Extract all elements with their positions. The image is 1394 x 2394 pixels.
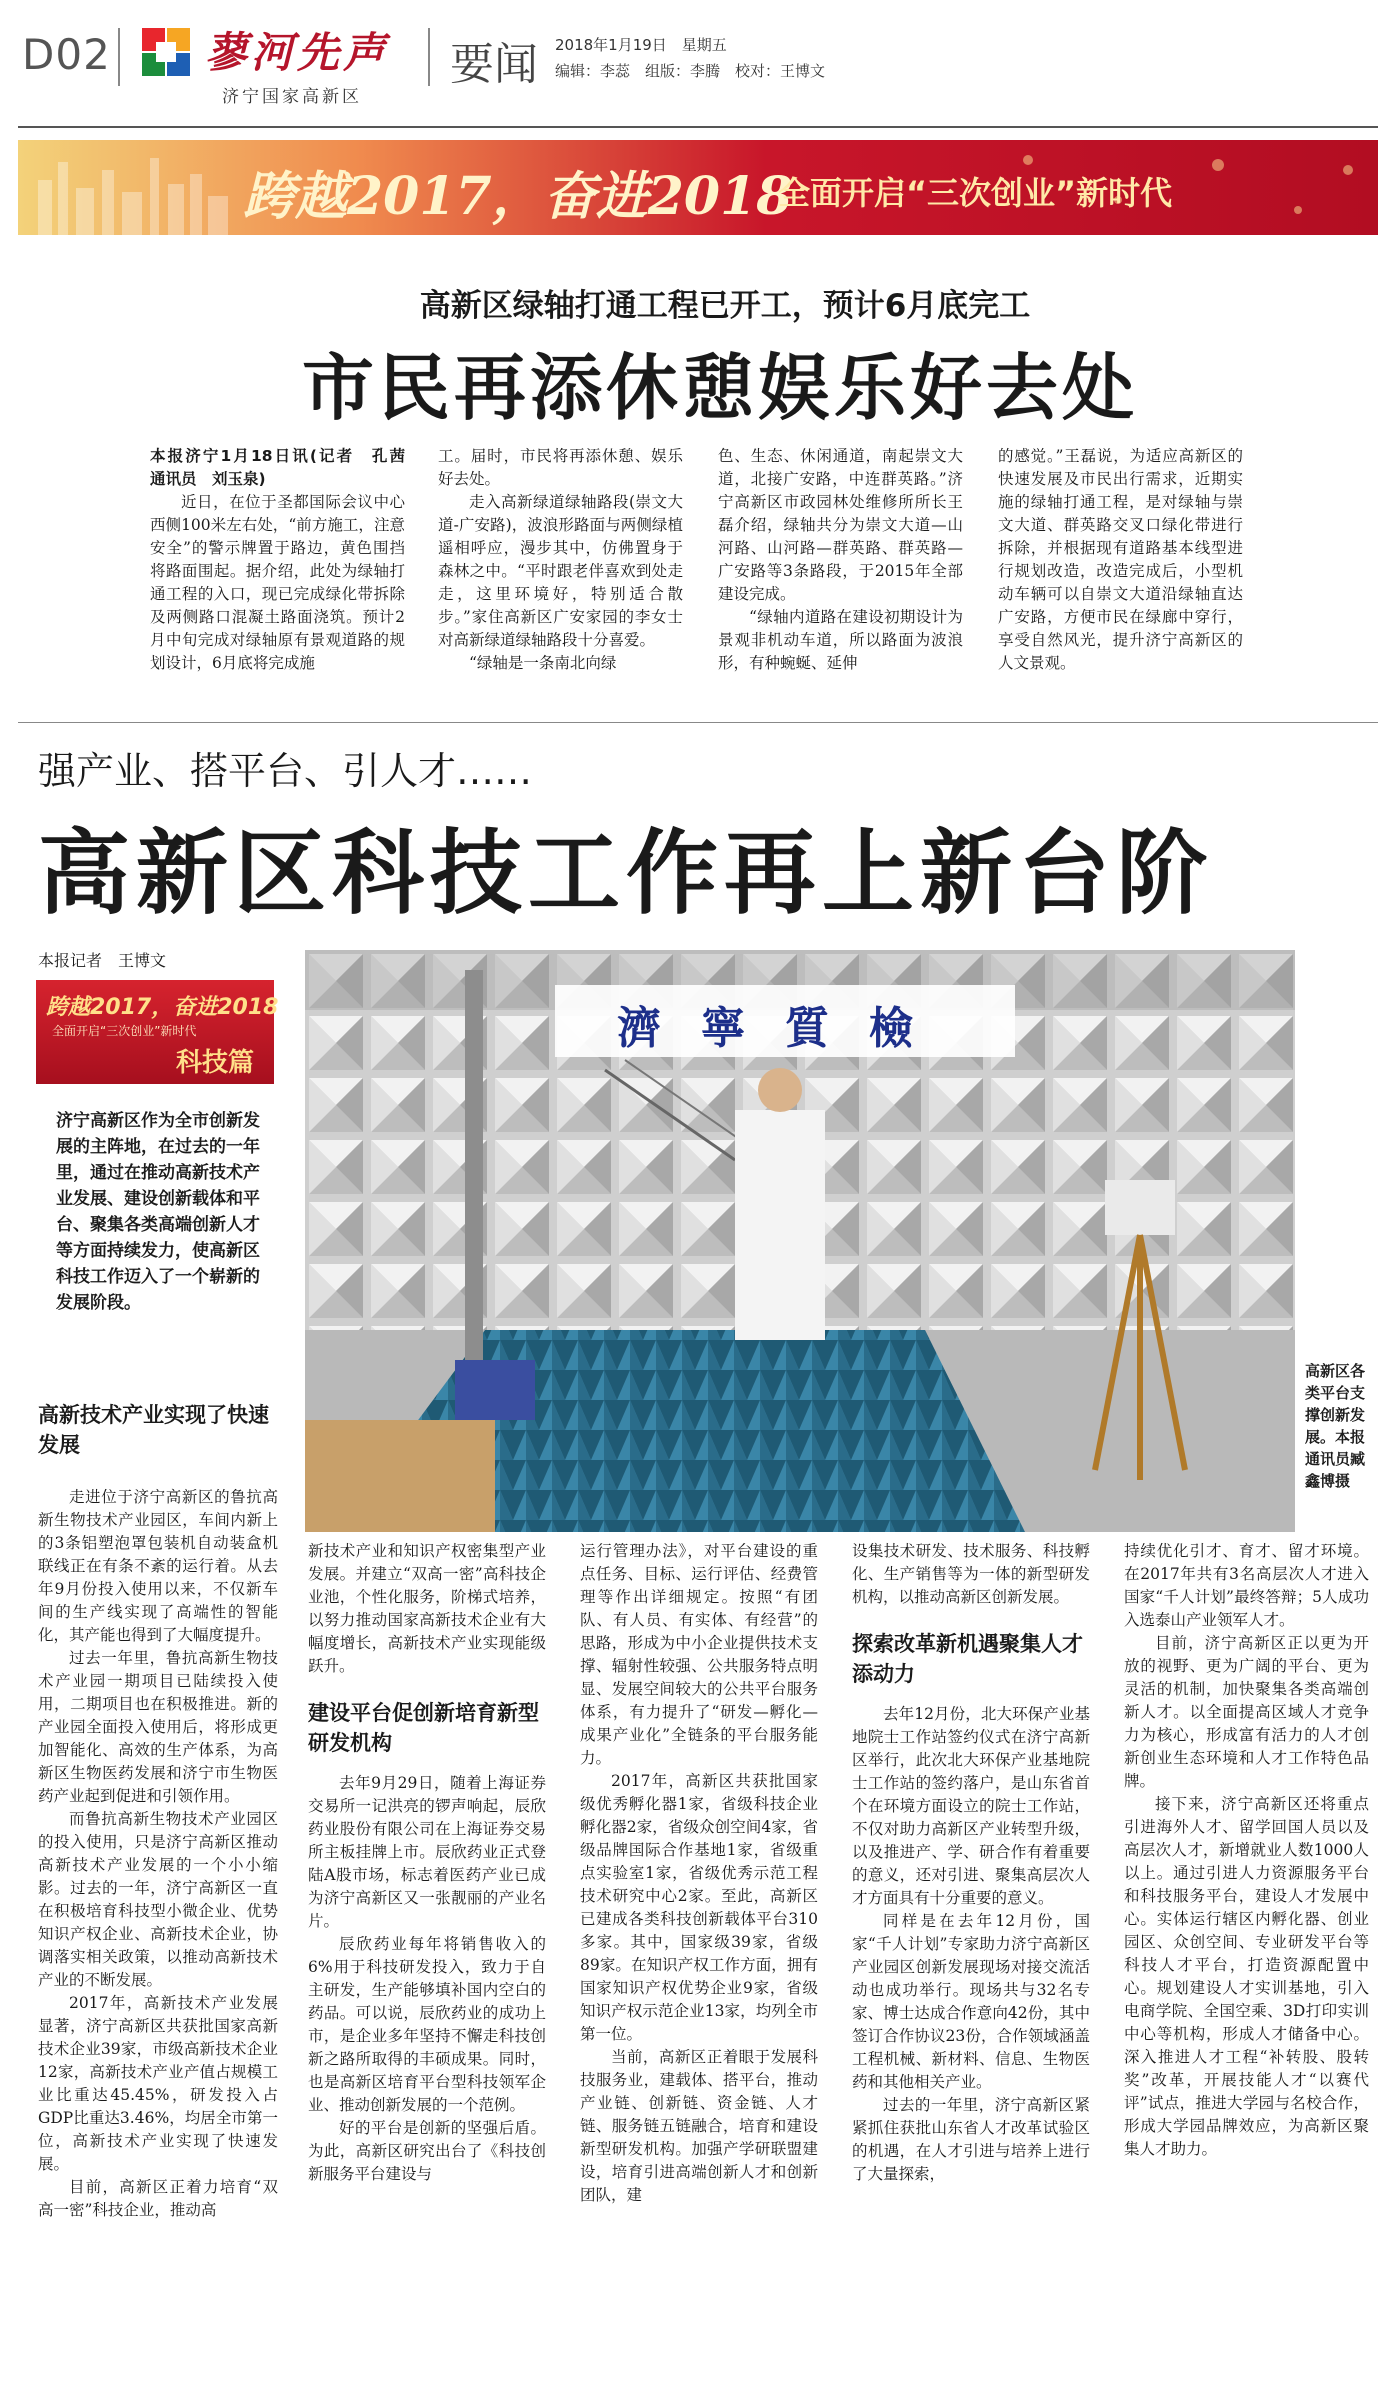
lab-signage: 濟寧質檢 (617, 1003, 953, 1054)
brand-subtitle: 济宁国家高新区 (222, 87, 362, 107)
article2-column-4 (852, 1540, 1090, 2186)
article2-paragraph: 运行管理办法》，对平台建设的重点任务、目标、运行评估、经费管理等作出详细规定。按照“有团队、有人员、有实体、有经营”的思路，形成为中小企业提供技术支撑、辐射性较强、公共服务特点明显、发展空间较大的公共平台服务体系，有力提升了“研发—孵化—成果产业化”全链条的平台服务能力。 (580, 1542, 818, 1767)
article2-title: 高新区科技工作再上新台阶 (38, 820, 1215, 927)
article2-paragraph: 设集技术研发、技术服务、科技孵化、生产销售等为一体的新型研发机构，以推动高新区创新发展。 (852, 1542, 1090, 1606)
divider (428, 28, 430, 86)
article2-column-1 (38, 1400, 278, 2222)
article2-paragraph: 过去的一年里，济宁高新区紧紧抓住获批山东省人才改革试验区的机遇，在人才引进与培养上进行了大量探索， (852, 2096, 1090, 2183)
masthead-rule (18, 126, 1378, 128)
article2-kicker: 强产业、搭平台、引人才…… (38, 749, 533, 793)
lab-photo (305, 950, 1295, 1532)
article1-paragraph: 工。届时，市民将再添休憩、娱乐好去处。 (438, 447, 683, 488)
article2-paragraph: 当前，高新区正着眼于发展科技服务业，建载体、搭平台，推动产业链、创新链、资金链、人才链、服务链五链融合，培育和建设新型研发机构。加强产学研联盟建设，培育引进高端创新人才和创新团队，建 (580, 2048, 818, 2204)
article1-column-4 (998, 445, 1243, 675)
badge-tag: 科技篇 (176, 1048, 255, 1078)
article1-paragraph: 色、生态、休闲通道，南起崇文大道，北接广安路，中连群英路。”济宁高新区市政园林处维修所所长王磊介绍，绿轴共分为崇文大道—山河路、山河路—群英路、群英路—广安路等3条路段，于2015年全部建设完成。 (718, 447, 963, 603)
article2-paragraph: 去年9月29日，随着上海证券交易所一记洪亮的锣声响起，辰欣药业股份有限公司在上海证券交易所主板挂牌上市。辰欣药业正式登陆A股市场，标志着医药产业已成为济宁高新区又一张靓丽的产业名片。 (308, 1774, 546, 1930)
article2-byline: 本报记者 王博文 (38, 951, 167, 970)
article2-paragraph: 目前，高新区正着力培育“双高一密”科技企业，推动高 (38, 2178, 278, 2219)
article2-paragraph: 同样是在去年12月份，国家“千人计划”专家助力济宁高新区产业园区创新发展现场对接交流活动也成功举行。现场共与32名专家、博士达成合作意向42份，其中签订合作协议23份，合作领域涵盖工程机械、新材料、信息、生物医药和其他相关产业。 (852, 1912, 1090, 2091)
article2-paragraph: 持续优化引才、育才、留才环境。在2017年共有3名高层次人才进入国家“千人计划”最终答辩；5人成功入选泰山产业领军人才。 (1124, 1542, 1369, 1629)
newspaper-logo-icon (140, 26, 192, 78)
article1-subtitle: 高新区绿轴打通工程已开工，预计6月底完工 (419, 288, 1031, 324)
article2-paragraph: 新技术产业和知识产权密集型产业发展。并建立“双高一密”高科技企业池，个性化服务，阶梯式培养，以努力推动国家高新技术企业有大幅度增长，高新技术产业实现能级跃升。 (308, 1542, 546, 1675)
article1-paragraph: “绿轴是一条南北向绿 (469, 654, 617, 672)
article2-paragraph: 去年12月份，北大环保产业基地院士工作站签约仪式在济宁高新区举行，此次北大环保产业基地院士工作站的签约落户，是山东省首个在环境方面设立的院士工作站，不仅对助力高新区产业转型升级，以及推进产、学、研合作有着重要的意义，还对引进、聚集高层次人才方面具有十分重要的意义。 (852, 1705, 1090, 1907)
article2-paragraph: 而鲁抗高新生物技术产业园区的投入使用，只是济宁高新区推动高新技术产业发展的一个小小缩影。过去的一年，济宁高新区一直在积极培育科技型小微企业、优势知识产权企业、高新技术企业，协调落实相关政策，以推动高新技术产业的不断发展。 (38, 1810, 278, 1989)
article1-column-1 (150, 445, 421, 675)
article2-paragraph: 2017年，高新技术产业发展显著，济宁高新区共获批国家高新技术企业39家，市级高新技术企业12家，高新技术产业产值占规模工业比重达45.45%，研发投入占GDP比重达3.46%，均居全市第一位，高新技术产业实现了快速发展。 (38, 1994, 278, 2173)
brand-title: 蓼河先声 (205, 28, 390, 77)
article1-column-2 (438, 445, 683, 675)
article1-lead: 本报济宁1月18日讯(记者 孔茜 通讯员 刘玉泉) (150, 447, 421, 488)
photo-caption: 高新区各类平台支撑创新发展。本报通讯员臧鑫博摄 (1305, 1362, 1366, 1490)
article1-paragraph: 的感觉。”王磊说，为适应高新区的快速发展及市民出行需求，近期实施的绿轴打通工程，是对绿轴与崇文大道、群英路交叉口绿化带进行拆除，并根据现有道路基本线型进行规划改造，改造完成后，小型机动车辆可以自崇文大道沿绿轴直达广安路，方便市民在绿廊中穿行，享受自然风光，提升济宁高新区的人文景观。 (998, 447, 1243, 672)
staff-line: 编辑：李蕊 组版：李腾 校对：王博文 (555, 62, 826, 80)
page-number: D02 (22, 30, 111, 79)
section-heading: 探索改革新机遇聚集人才添动力 (852, 1632, 1083, 1686)
article1-title: 市民再添休憩娱乐好去处 (301, 346, 1138, 430)
article1-paragraph: 走入高新绿道绿轴路段(崇文大道-广安路)，波浪形路面与两侧绿植遥相呼应，漫步其中，仿佛置身于森林之中。“平时跟老伴喜欢到处走走，这里环境好，特别适合散步。”家住高新区广安家园的李女士对高新绿道绿轴路段十分喜爱。 (438, 493, 683, 649)
article2-paragraph: 走进位于济宁高新区的鲁抗高新生物技术产业园区，车间内新上的3条铝塑泡罩包装机自动装盒机联线正在有条不紊的运行着。从去年9月份投入使用以来，不仅新车间的生产线实现了高端性的智能化，其产能也得到了大幅度提升。 (38, 1488, 278, 1644)
article1-paragraph: 近日，在位于圣都国际会议中心西侧100米左右处，“前方施工，注意安全”的警示牌置于路边，黄色围挡将路面围起。据介绍，此处为绿轴打通工程的入口，现已完成绿化带拆除及两侧路口混凝土路面浇筑。预计2月中旬完成对绿轴原有景观道路的规划设计，6月底将完成施 (150, 493, 405, 672)
banner (18, 140, 1378, 235)
section-heading: 高新技术产业实现了快速发展 (38, 1403, 269, 1457)
banner-slogan: 跨越2017，奋进2018 (243, 166, 793, 227)
section-title: 要闻 (450, 39, 538, 90)
divider (118, 28, 120, 86)
article2-paragraph: 好的平台是创新的坚强后盾。为此，高新区研究出台了《科技创新服务平台建设与 (308, 2119, 546, 2183)
section-heading: 建设平台促创新培育新型研发机构 (308, 1701, 539, 1755)
article2-paragraph: 接下来，济宁高新区还将重点引进海外人才、留学回国人员以及高层次人才，新增就业人数1000人以上。通过引进人力资源服务平台和科技服务平台，建设人才发展中心。实体运行辖区内孵化器、创业园区、众创空间、专业研发平台等科技人才平台，打造资源配置中心。规划建设人才实训基地，引入电商学院、全国空乘、3D打印实训中心等机构，形成人才储备中心。深入推进人才工程“补转股、股转奖”改革，开展技能人才“以赛代评”试点，推进大学园与名校合作，形成大学园品牌效应，为高新区聚集人才助力。 (1124, 1795, 1369, 2158)
article2-paragraph: 辰欣药业每年将销售收入的6%用于科技研发投入，致力于自主研发，生产能够填补国内空白的药品。可以说，辰欣药业的成功上市，是企业多年坚持不懈走科技创新之路所取得的丰硕成果。同时，也是高新区培育平台型科技领军企业、推动创新发展的一个范例。 (308, 1935, 546, 2114)
article2-intro: 济宁高新区作为全市创新发展的主阵地，在过去的一年里，通过在推动高新技术产业发展、建设创新载体和平台、聚集各类高端创新人才等方面持续发力，使高新区科技工作迈入了一个崭新的发展阶段。 (56, 1111, 260, 1313)
badge-subslogan: 全面开启“三次创业”新时代 (52, 1024, 197, 1038)
article1-column-3 (718, 445, 963, 675)
date-line: 2018年1月19日 星期五 (555, 36, 727, 54)
article-divider (18, 722, 1378, 723)
article2-column-5 (1124, 1540, 1369, 2161)
article2-paragraph: 过去一年里，鲁抗高新生物技术产业园一期项目已陆续投入使用，二期项目也在积极推进。新的产业园全面投入使用后，将形成更加智能化、高效的生产体系，为高新区生物医药发展和济宁市生物医药产业起到促进和引领作用。 (38, 1649, 278, 1805)
banner-subslogan: 全面开启“三次创业”新时代 (778, 174, 1173, 212)
badge-slogan: 跨越2017，奋进2018 (46, 995, 279, 1020)
series-badge (36, 980, 279, 1084)
article2-paragraph: 2017年，高新区共获批国家级优秀孵化器1家，省级科技企业孵化器2家，省级众创空间4家，省级品牌国际合作基地1家，省级重点实验室1家，省级优秀示范工程技术研究中心2家。至此，高新区已建成各类科技创新载体平台310多家。其中，国家级39家，省级89家。在知识产权工作方面，拥有国家知识产权优势企业9家，省级知识产权示范企业13家，均列全市第一位。 (580, 1772, 818, 2043)
article2-column-3 (580, 1540, 818, 2207)
article1-paragraph: “绿轴内道路在建设初期设计为景观非机动车道，所以路面为波浪形，有种蜿蜒、延伸 (718, 608, 963, 672)
article2-paragraph: 目前，济宁高新区正以更为开放的视野、更为广阔的平台、更为灵活的机制，加快聚集各类高端创新人才。以全面提高区域人才竞争力为核心，形成富有活力的人才创新创业生态环境和人才工作特色品牌。 (1124, 1634, 1369, 1790)
article2-column-2 (308, 1540, 546, 2186)
